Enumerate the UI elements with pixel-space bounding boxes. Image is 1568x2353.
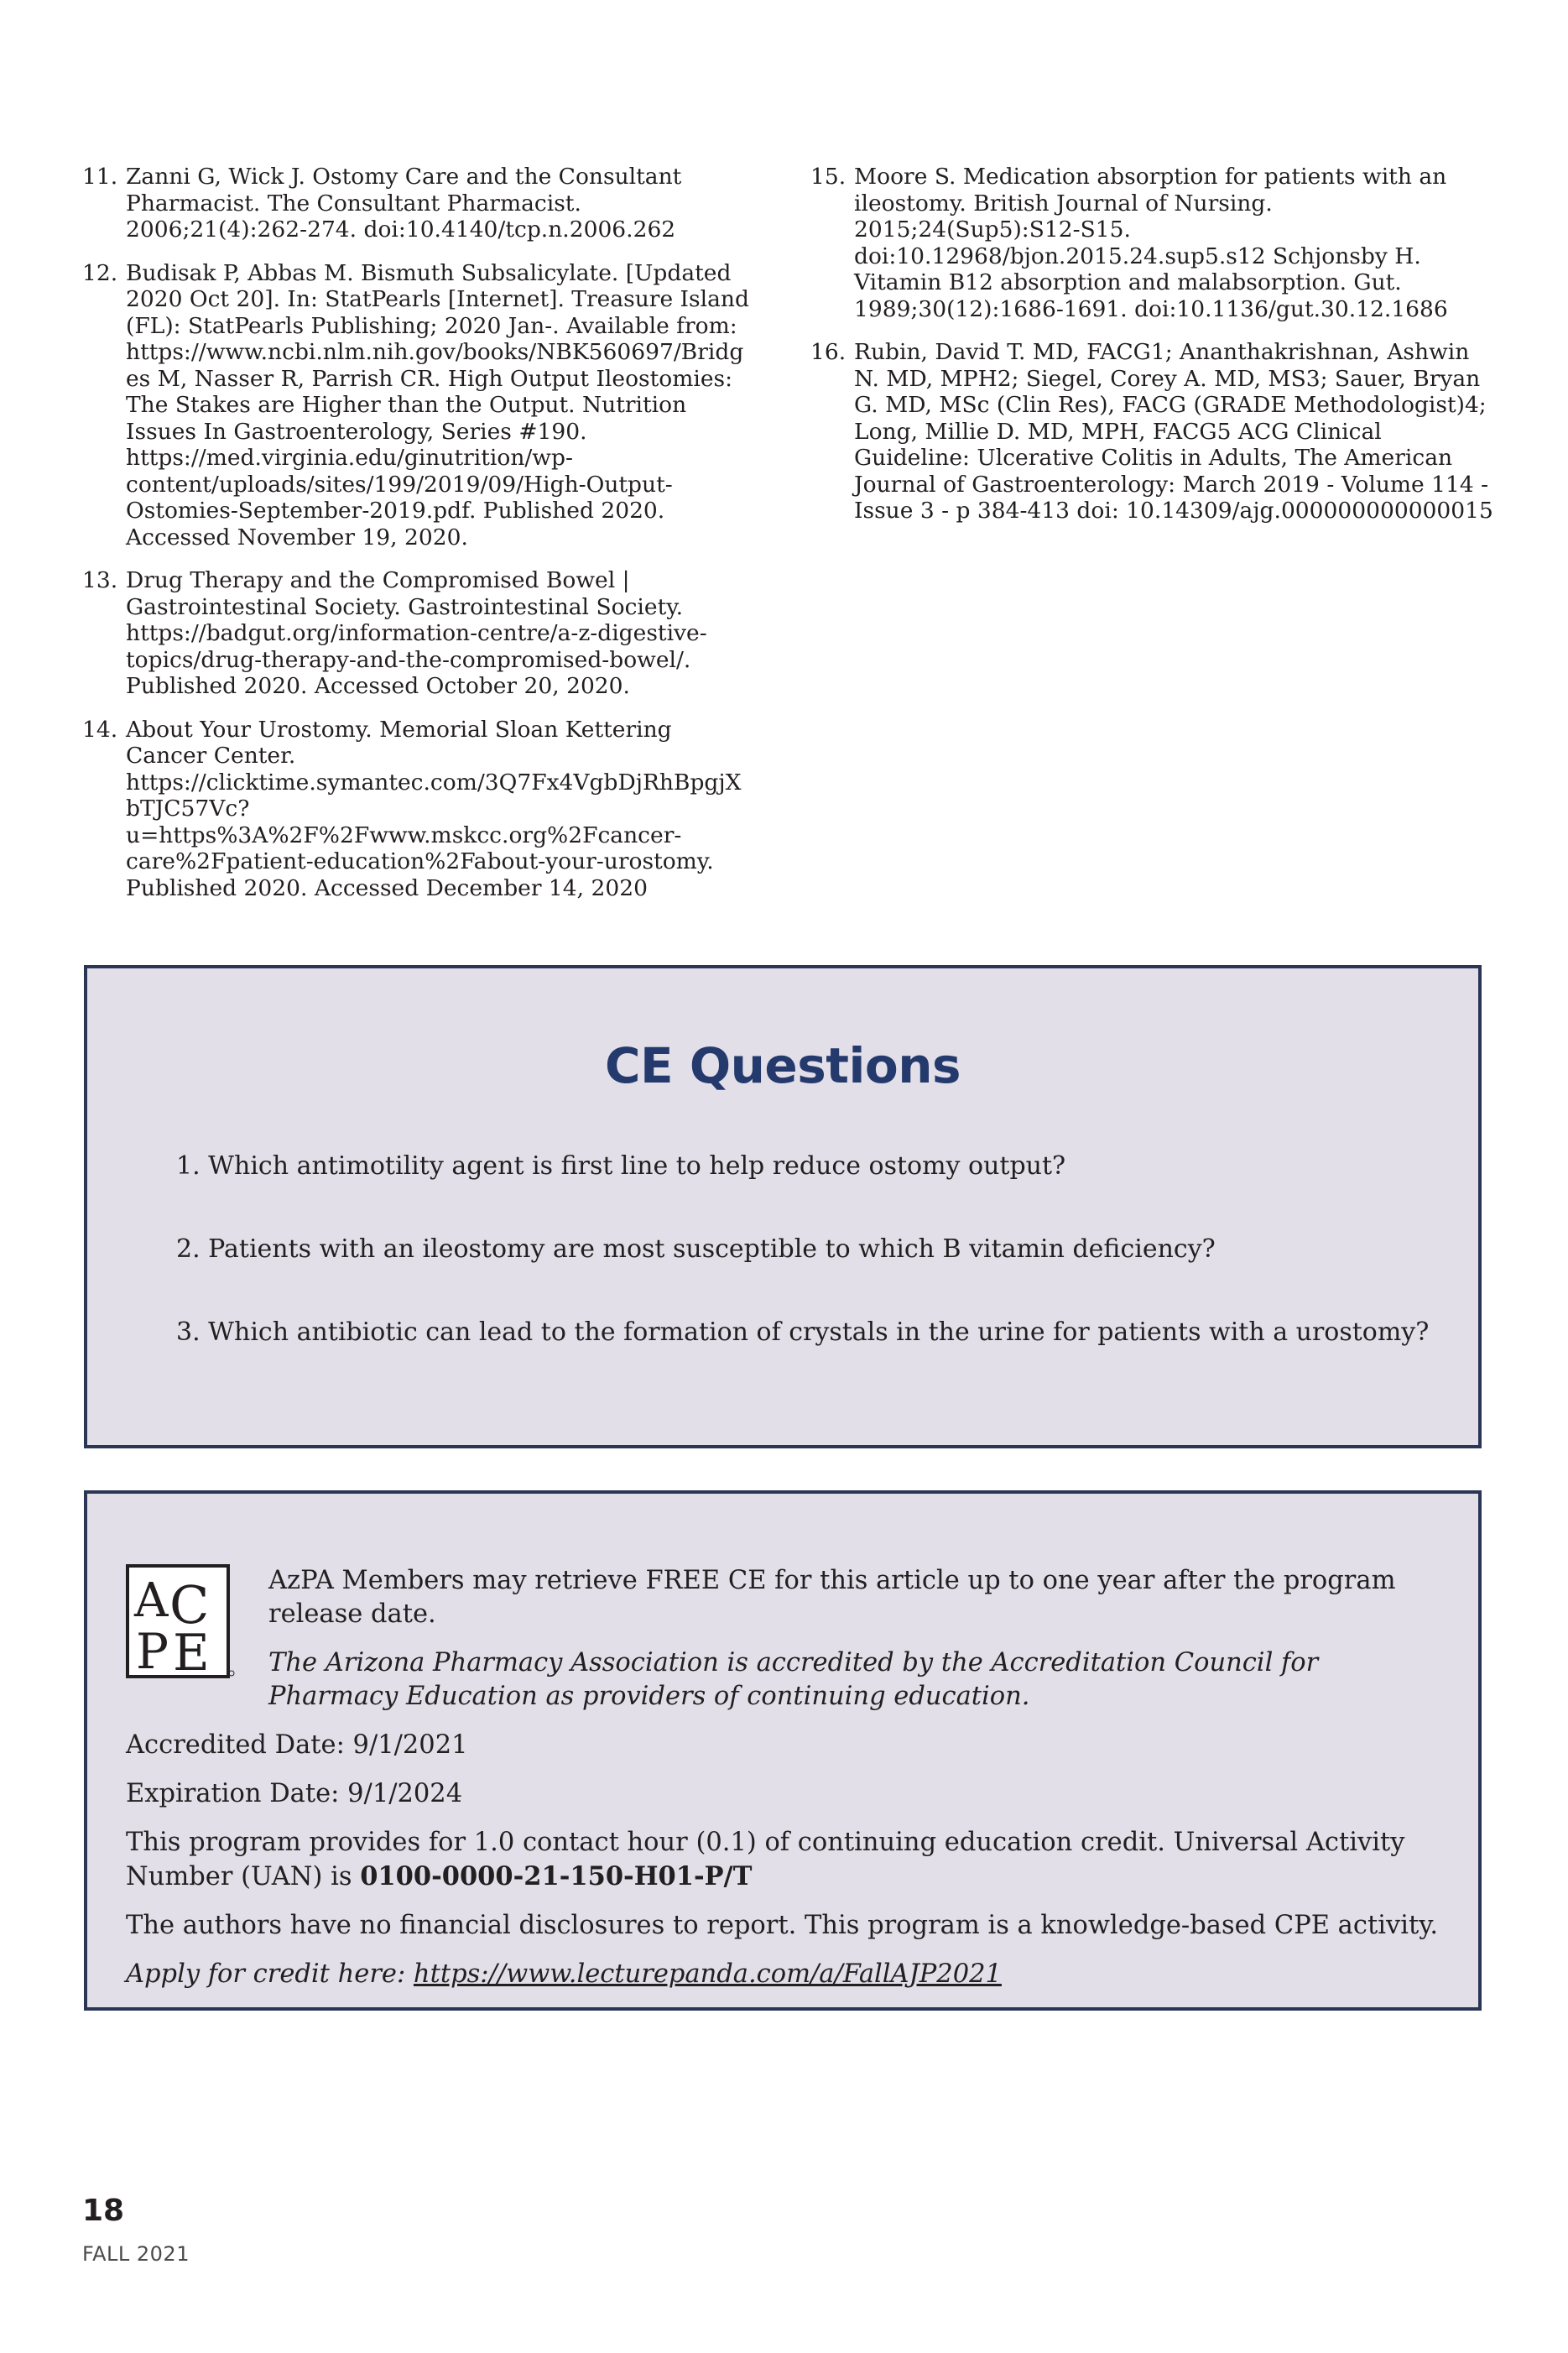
svg-text:A: A (134, 1573, 169, 1628)
ce-question: 1. Which antimotility agent is first line to help reduce ostomy output? (176, 1151, 1066, 1181)
accreditation-statement: The Arizona Pharmacy Association is accredited by the Accreditation Council for Pharmacy Education as providers of continuing education. (268, 1648, 1319, 1711)
apply-credit-link[interactable]: https://www.lecturepanda.com/a/FallAJP2021 (413, 1959, 1002, 1989)
ce-questions-title: CE Questions (604, 1037, 961, 1094)
accredited-date: Accredited Date: 9/1/2021 (126, 1730, 468, 1760)
reference-text: Moore S. Medication absorption for patients with an ileostomy. British Journal of Nursing. 2015;24(Sup5):S12-S15. doi:10.12968/bjon.2015.24.sup5.s12 Schjonsby H. Vitamin B12 absorption and malabsorption. Gut. 1989;30(12):1686-1691. doi:10.1136/gut.30.12.1686 (854, 164, 1448, 322)
svg-text:C: C (169, 1574, 210, 1636)
reference-text: Rubin, David T. MD, FACG1; Ananthakrishnan, Ashwin N. MD, MPH2; Siegel, Corey A. MD, MS3; Sauer, Bryan G. MD, MSc (Clin Res), FACG (GRADE Methodologist)4; Long, Millie D. MD, MPH, FACG5 ACG Clinical Guideline: Ulcerative Colitis in Adults, The American Journal of Gastroenterology: March 2019 - Volume 114 - Issue 3 - p 384-413 doi: 10.14309/ajg.000000000000015 (854, 339, 1493, 524)
disclosure-text: The authors have no financial disclosures to report. This program is a knowledge-based CPE activity. (126, 1911, 1439, 1940)
svg-text:P: P (136, 1623, 169, 1678)
ce-question: 2. Patients with an ileostomy are most susceptible to which B vitamin deficiency? (176, 1234, 1216, 1264)
ce-questions-box (84, 965, 1482, 1448)
reference-item (810, 339, 1498, 524)
ce-question: 3. Which antibiotic can lead to the formation of crystals in the urine for patients with a urostomy? (176, 1317, 1430, 1347)
reference-text: Budisak P, Abbas M. Bismuth Subsalicylate. [Updated 2020 Oct 20]. In: StatPearls [Internet]. Treasure Island (FL): StatPearls Publishing; 2020 Jan-. Available from: https://www.ncbi.nlm.nih.gov/books/NBK560697/Bridges M, Nasser R, Parrish CR. High Output Ileostomies: The Stakes are Higher than the Output. Nutrition Issues In Gastroenterology, Series #190. https://med.virginia.edu/ginutrition/wp-content/uploads/sites/199/2019/09/High-Output-Ostomies-September-2019.pdf. Published 2020. Accessed November 19, 2020. (126, 259, 749, 550)
reference-item (82, 164, 753, 243)
ce-question-list (176, 1151, 1445, 1401)
uan-number: 0100-0000-21-150-H01-P/T (360, 1861, 753, 1891)
svg-text:E: E (173, 1624, 210, 1678)
reference-number: 13. (82, 567, 118, 593)
reference-item (810, 164, 1498, 322)
credit-description: This program provides for 1.0 contact hour (0.1) of continuing education credit. Universal Activity Number (UAN) is (126, 1828, 1405, 1891)
credit-text (126, 1826, 1440, 1894)
reference-number: 16. (810, 339, 847, 365)
reference-text: Zanni G, Wick J. Ostomy Care and the Consultant Pharmacist. The Consultant Pharmacist. 2006;21(4):262-274. doi:10.4140/tcp.n.2006.262 (126, 164, 682, 243)
references-left-column (82, 164, 753, 918)
reference-item (82, 260, 753, 551)
reference-item (82, 567, 753, 700)
page-number: 18 (82, 2194, 125, 2228)
apply-line (126, 1958, 1440, 1991)
apply-label: Apply for credit here: (126, 1959, 414, 1989)
members-note: AzPA Members may retrieve FREE CE for this article up to one year after the program release date. (268, 1566, 1396, 1629)
reference-text: About Your Urostomy. Memorial Sloan Kettering Cancer Center. https://clicktime.symantec.com/3Q7Fx4VgbDjRhBpgjXbTJC57Vc?u=https%3A%2F%2Fwww.mskcc.org%2Fcancer-care%2Fpatient-education%2Fabout-your-urostomy. Published 2020. Accessed December 14, 2020 (126, 716, 742, 901)
reference-number: 14. (82, 716, 118, 743)
reference-number: 11. (82, 164, 118, 190)
reference-number: 12. (82, 259, 118, 286)
reference-item (82, 717, 753, 902)
reference-text: Drug Therapy and the Compromised Bowel | Gastrointestinal Society. Gastrointestinal Society. https://badgut.org/information-centre/a-z-digestive-topics/drug-therapy-and-the-compromised-bowel/. Published 2020. Accessed October 20, 2020. (126, 567, 707, 699)
acpe-logo-icon (126, 1564, 237, 1678)
accreditation-box (84, 1490, 1482, 2011)
reference-number: 15. (810, 164, 847, 190)
expiration-date: Expiration Date: 9/1/2024 (126, 1779, 463, 1808)
issue-label: FALL 2021 (82, 2242, 190, 2266)
references-right-column (810, 164, 1498, 541)
